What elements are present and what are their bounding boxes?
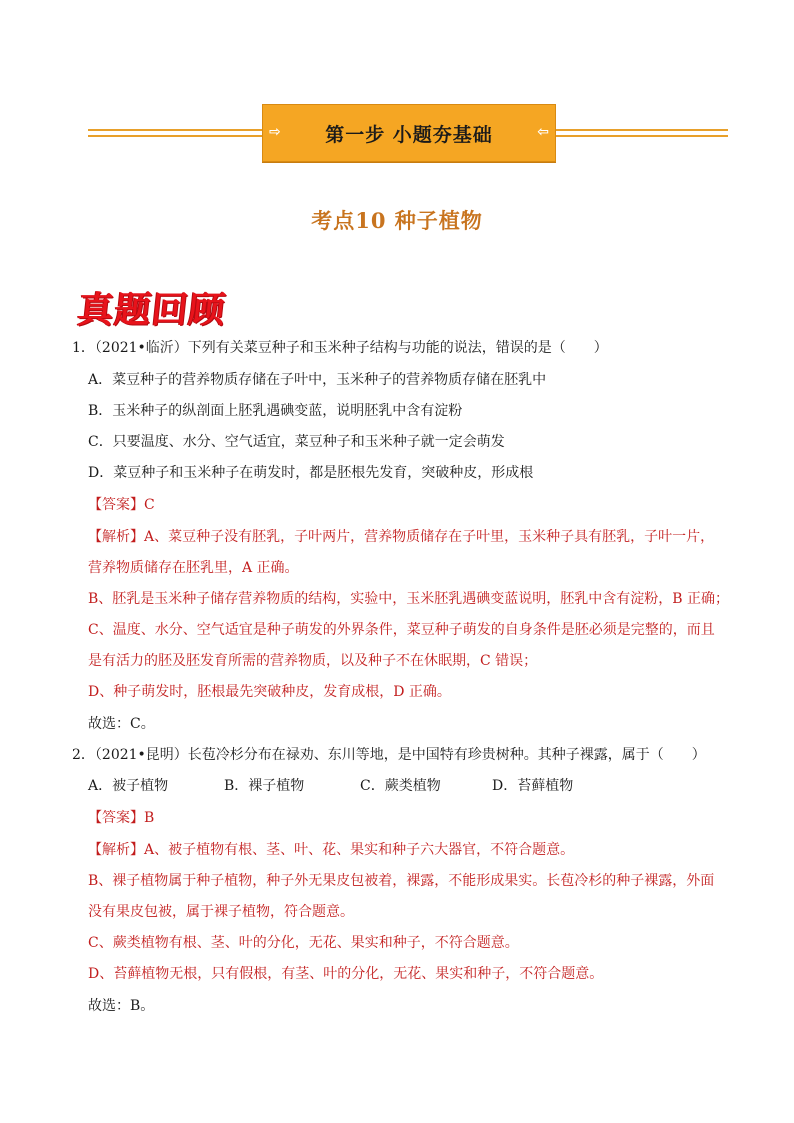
q2-explain-tag: 【解析】	[88, 842, 144, 858]
q1-answer	[88, 495, 155, 515]
q2-explain-4: C、蕨类植物有根、茎、叶的分化，无花、果实和种子，不符合题意。	[88, 935, 519, 951]
q2-stem: 2．（2021•昆明）长苞冷杉分布在禄劝、东川等地，是中国特有珍贵树种。其种子裸露，属于（ ）	[72, 747, 706, 763]
q1-explain-tag: 【解析】	[88, 529, 144, 545]
q2-answer-tag: 【答案】	[88, 810, 144, 826]
step-banner	[88, 104, 728, 162]
arrow-right-icon: ⇨	[269, 124, 281, 140]
q2-option-c: C．蕨类植物	[360, 778, 441, 794]
banner-line-right-bottom	[552, 135, 728, 137]
q1-explain-5: 是有活力的胚及胚发育所需的营养物质，以及种子不在休眠期，C 错误；	[88, 653, 538, 669]
q2-answer	[88, 808, 154, 828]
q2-explain-5: D、苔藓植物无根，只有假根，有茎、叶的分化，无花、果实和种子，不符合题意。	[88, 966, 604, 982]
banner-box	[262, 104, 556, 162]
banner-title: 第一步 小题夯基础	[325, 124, 493, 146]
q2-option-b: B．裸子植物	[224, 778, 305, 794]
q2-explain-3: 没有果皮包被，属于裸子植物，符合题意。	[88, 904, 354, 920]
q2-options	[88, 776, 573, 796]
q1-explain-3: B、胚乳是玉米种子储存营养物质的结构，实验中，玉米胚乳遇碘变蓝说明，胚乳中含有淀粉，B 正确；	[88, 591, 730, 607]
q2-conclusion: 故选：B。	[88, 998, 155, 1014]
q1-stem: 1．（2021•临沂）下列有关菜豆种子和玉米种子结构与功能的说法，错误的是（ ）	[72, 340, 608, 356]
banner-line-left-top	[88, 129, 264, 131]
q1-explain-1	[88, 527, 714, 547]
q1-option-a: A．菜豆种子的营养物质存储在子叶中，玉米种子的营养物质存储在胚乳中	[88, 372, 547, 388]
banner-line-right-top	[552, 129, 728, 131]
q2-explain-1	[88, 840, 574, 860]
section-title: 考点10 种子植物	[311, 208, 483, 233]
q1-explain-6: D、种子萌发时，胚根最先突破种皮，发育成根，D 正确。	[88, 684, 451, 700]
q2-explain-2: B、裸子植物属于种子植物，种子外无果皮包被着，裸露，不能形成果实。长苞冷杉的种子裸露，外面	[88, 873, 715, 889]
q1-explain-2: 营养物质储存在胚乳里，A 正确。	[88, 560, 299, 576]
q1-conclusion: 故选：C。	[88, 716, 155, 732]
q1-option-d: D．菜豆种子和玉米种子在萌发时，都是胚根先发育，突破种皮，形成根	[88, 465, 534, 481]
q2-option-d: D．苔藓植物	[492, 778, 574, 794]
q1-option-b: B．玉米种子的纵剖面上胚乳遇碘变蓝，说明胚乳中含有淀粉	[88, 403, 463, 419]
q2-option-a: A．被子植物	[88, 778, 169, 794]
banner-line-left-bottom	[88, 135, 264, 137]
q1-option-c: C．只要温度、水分、空气适宜，菜豆种子和玉米种子就一定会萌发	[88, 434, 505, 450]
q1-answer-value: C	[144, 497, 155, 513]
q2-answer-value: B	[144, 810, 155, 826]
arrow-left-icon: ⇦	[537, 124, 549, 140]
q2-explain-text-1: A、被子植物有根、茎、叶、花、果实和种子六大器官，不符合题意。	[144, 842, 575, 858]
q1-explain-text-1: A、菜豆种子没有胚乳，子叶两片，营养物质储存在子叶里，玉米种子具有胚乳，子叶一片，	[144, 529, 715, 545]
q1-answer-tag: 【答案】	[88, 497, 144, 513]
review-stamp: 真题回顾	[75, 290, 228, 331]
q1-explain-4: C、温度、水分、空气适宜是种子萌发的外界条件，菜豆种子萌发的自身条件是胚必须是完整的，而且	[88, 622, 715, 638]
